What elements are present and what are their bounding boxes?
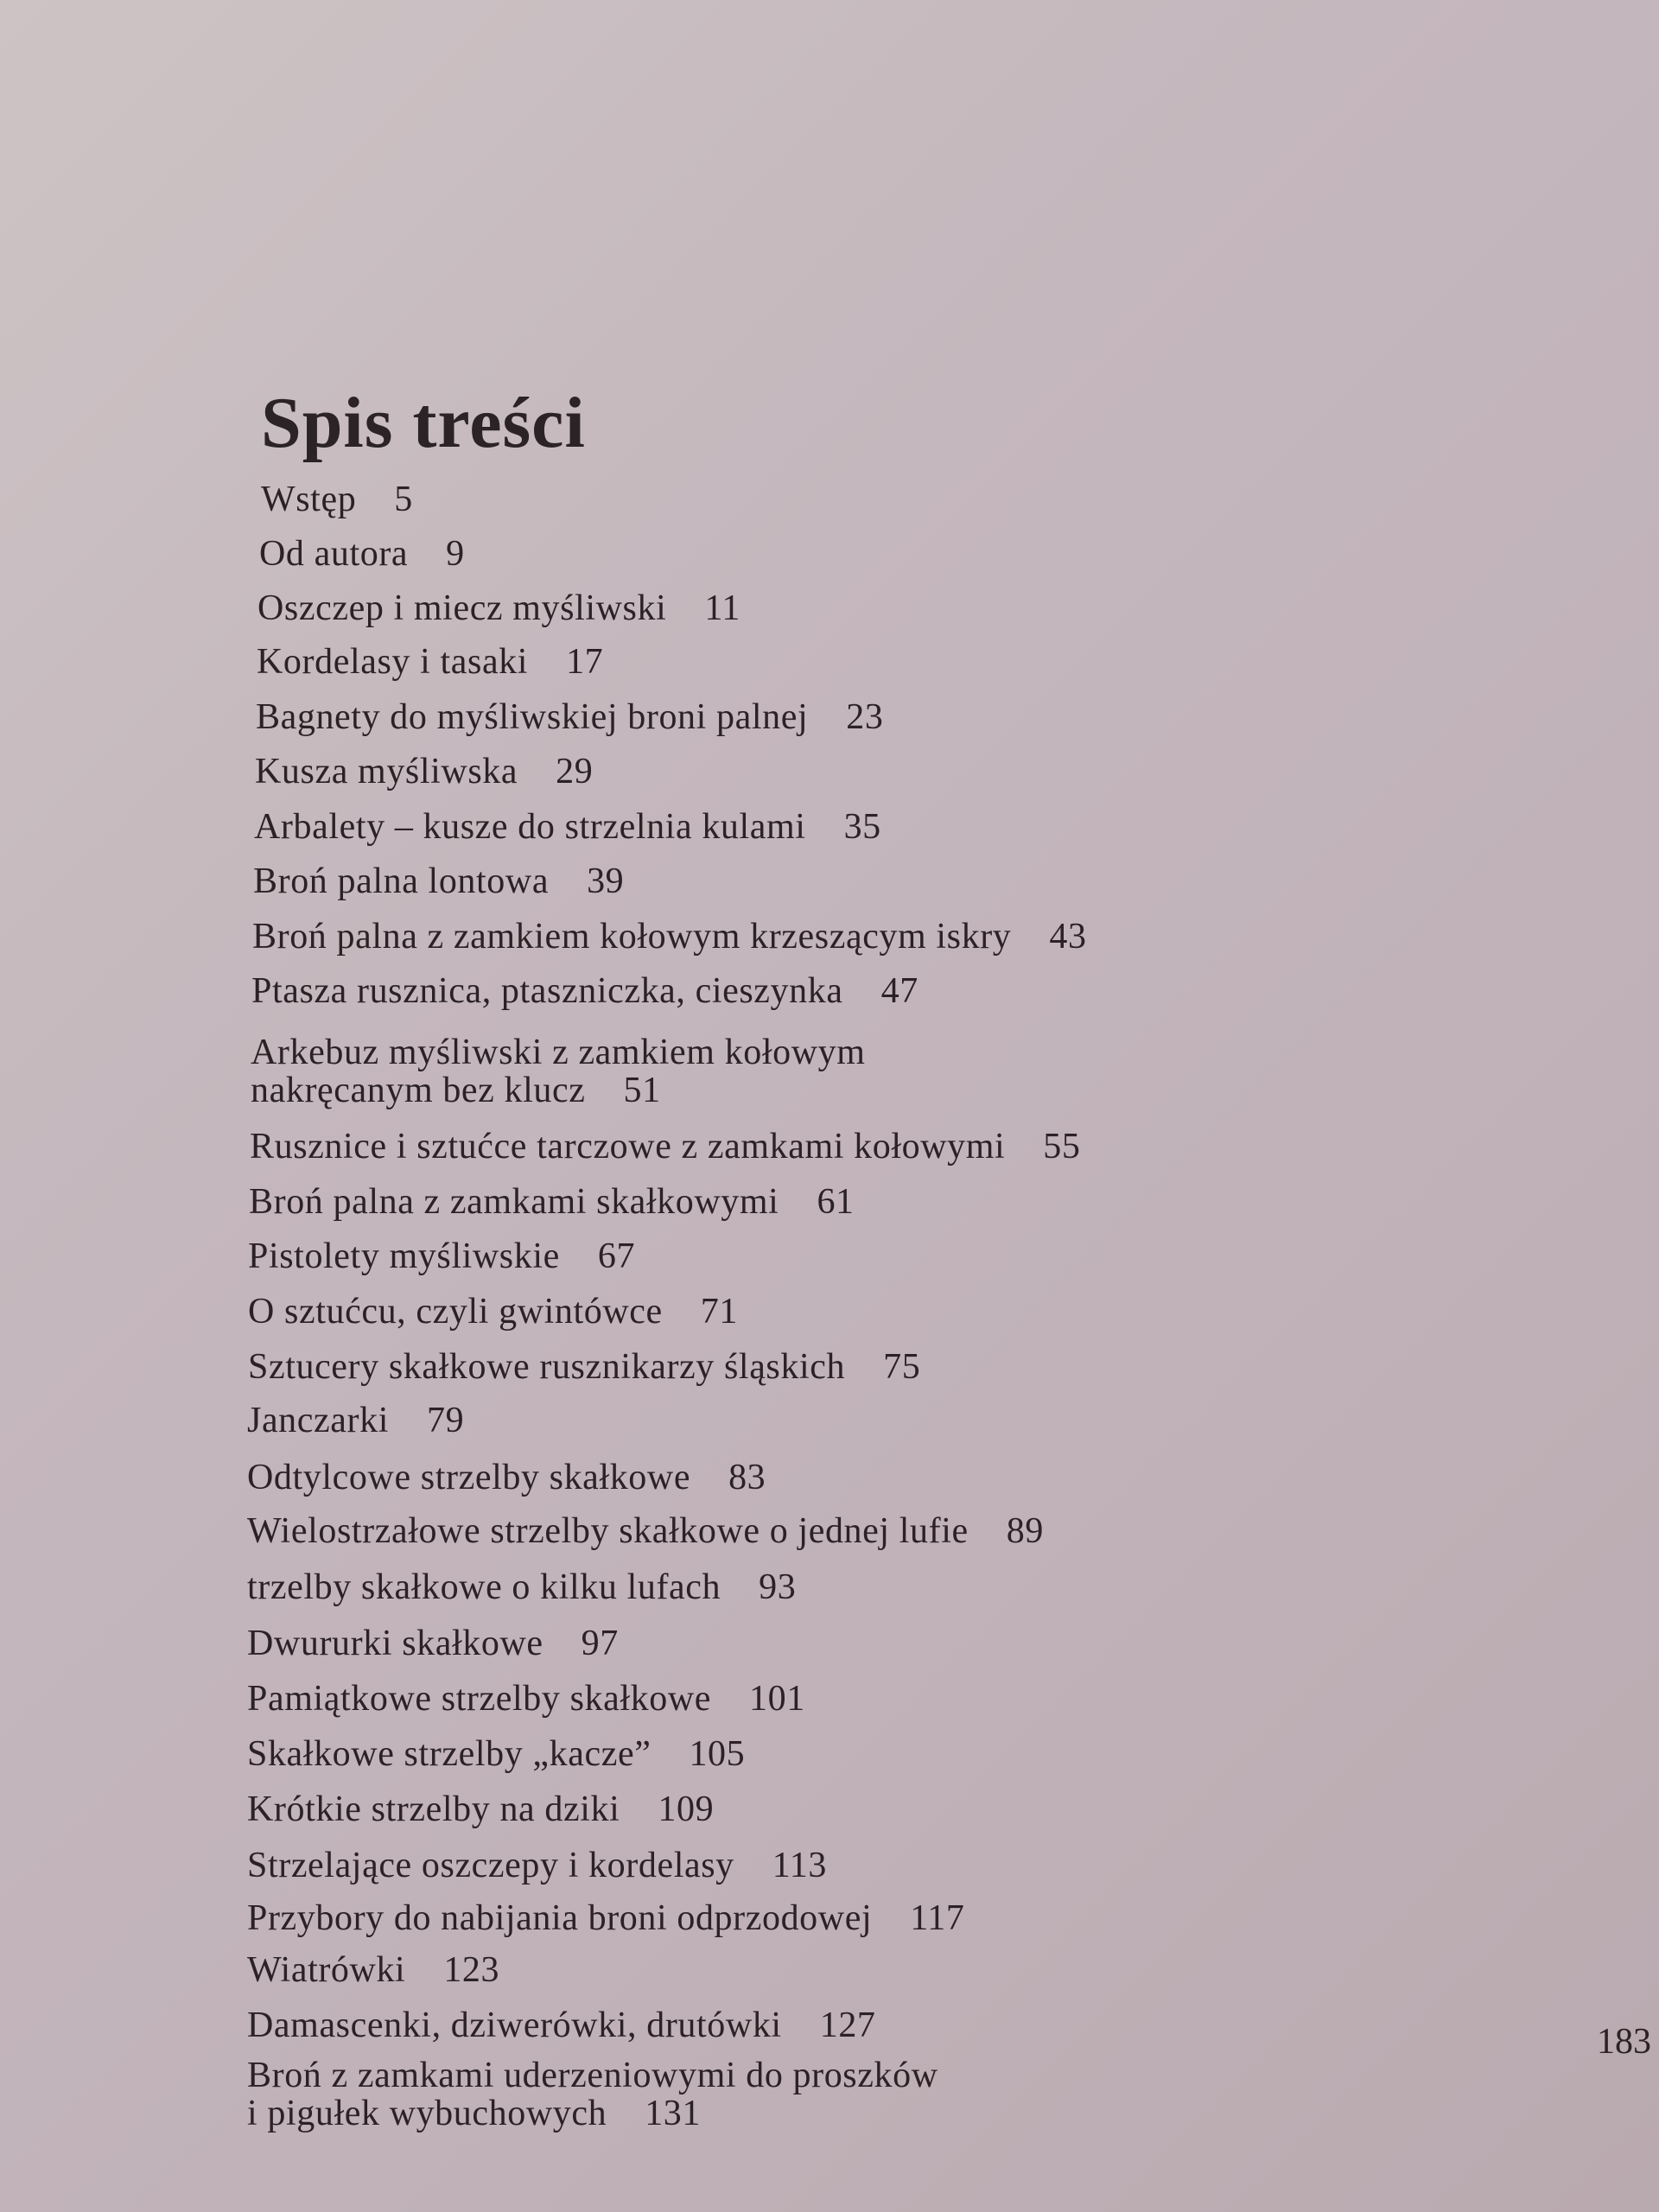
toc-entry	[247, 1951, 499, 1989]
toc-entry-title: Arbalety – kusze do strzelnia kulami	[254, 807, 806, 847]
toc-entry	[247, 2056, 938, 2133]
toc-entry	[254, 808, 881, 846]
toc-entry-page: 35	[843, 807, 881, 847]
toc-entry-title: Od autora	[259, 534, 409, 574]
toc-entry-title: O sztućcu, czyli gwintówce	[248, 1292, 663, 1332]
toc-entry-page: 93	[759, 1567, 797, 1607]
toc-entry	[248, 1348, 920, 1386]
toc-entry-page: 17	[566, 642, 604, 682]
toc-entry	[252, 918, 1087, 956]
toc-entry-title: Wstęp	[261, 480, 357, 519]
toc-entry-title-continued: i pigułek wybuchowych	[247, 2094, 607, 2133]
toc-entry-page: 97	[581, 1624, 619, 1663]
toc-entry-title: Pistolety myśliwskie	[248, 1236, 560, 1276]
toc-entry-title: Wielostrzałowe strzelby skałkowe o jednej lufie	[247, 1511, 969, 1551]
toc-entry-page: 61	[817, 1182, 855, 1222]
toc-entry	[248, 1237, 635, 1275]
toc-entry-page: 83	[728, 1458, 766, 1497]
toc-entry-title: Broń palna z zamkiem kołowym krzeszącym iskry	[252, 917, 1012, 957]
toc-entry	[247, 1899, 964, 1937]
toc-entry	[247, 1568, 796, 1606]
toc-entry	[247, 1459, 766, 1497]
toc-entry	[247, 2006, 876, 2044]
toc-entry-title: Kordelasy i tasaki	[257, 642, 529, 682]
toc-entry-page: 117	[910, 1898, 965, 1938]
toc-entry-page: 75	[883, 1347, 921, 1387]
toc-entry-title: Rusznice i sztućce tarczowe z zamkami kołowymi	[250, 1127, 1006, 1166]
toc-entry-page: 79	[426, 1401, 465, 1440]
toc-entry	[259, 535, 465, 573]
toc-entry	[250, 1128, 1080, 1166]
toc-entry-page: 29	[556, 752, 594, 791]
toc-entry-title: Broń z zamkami uderzeniowymi do proszków	[247, 2056, 938, 2095]
toc-entry-page: 105	[689, 1734, 746, 1774]
toc-entry-page: 23	[846, 697, 884, 737]
toc-entry	[257, 589, 741, 627]
toc-entry	[255, 753, 593, 791]
page-title: Spis treści	[261, 383, 586, 464]
toc-entry	[261, 480, 413, 518]
toc-entry	[256, 698, 883, 736]
toc-entry-title: Broń palna lontowa	[253, 861, 550, 901]
toc-entry-page: 131	[645, 2094, 702, 2133]
toc-entry-title: Arkebuz myśliwski z zamkiem kołowym	[251, 1033, 866, 1072]
toc-entry-page: 113	[772, 1846, 828, 1885]
toc-entry-title: trzelby skałkowe o kilku lufach	[247, 1567, 721, 1607]
toc-entry-page: 71	[700, 1292, 738, 1332]
toc-entry-title: Skałkowe strzelby „kacze”	[247, 1734, 652, 1774]
toc-entry-page: 67	[597, 1236, 636, 1276]
toc-entry	[247, 1680, 805, 1718]
toc-entry-page: 51	[623, 1071, 661, 1110]
toc-entry-page: 11	[704, 588, 741, 628]
toc-entry	[247, 1512, 1044, 1550]
toc-entry	[251, 1033, 866, 1109]
toc-entry-title: Broń palna z zamkami skałkowymi	[249, 1182, 779, 1222]
toc-entry	[247, 1402, 464, 1440]
toc-entry-title: Oszczep i miecz myśliwski	[257, 588, 667, 628]
page-number: 183	[1597, 2022, 1651, 2062]
toc-entry	[247, 1735, 745, 1773]
toc-entry-title: Strzelające oszczepy i kordelasy	[247, 1846, 734, 1885]
toc-entry-title: Sztucery skałkowe rusznikarzy śląskich	[248, 1347, 846, 1387]
toc-entry-page: 89	[1006, 1511, 1044, 1551]
toc-entry	[249, 1183, 855, 1221]
toc-entry	[247, 1847, 827, 1885]
toc-entry-title: Wiatrówki	[247, 1950, 406, 1990]
toc-entry	[257, 643, 603, 681]
toc-entry-page: 123	[443, 1950, 500, 1990]
toc-entry-title: Kusza myśliwska	[255, 752, 518, 791]
toc-entry-title: Dwururki skałkowe	[247, 1624, 543, 1663]
toc-entry	[253, 862, 624, 900]
toc-entry-title: Bagnety do myśliwskiej broni palnej	[256, 697, 809, 737]
toc-entry-page: 5	[394, 480, 413, 519]
toc-entry-title: Ptasza rusznica, ptaszniczka, cieszynka	[251, 971, 843, 1011]
toc-entry-title: Przybory do nabijania broni odprzodowej	[247, 1898, 873, 1938]
toc-entry-title: Pamiątkowe strzelby skałkowe	[247, 1679, 712, 1719]
toc-entry	[247, 1624, 619, 1662]
toc-entry	[251, 972, 918, 1010]
toc-entry-title: Damascenki, dziwerówki, drutówki	[247, 2005, 782, 2045]
toc-entry-page: 47	[880, 971, 918, 1011]
toc-entry-page: 109	[658, 1789, 715, 1829]
toc-entry-page: 101	[749, 1679, 805, 1719]
toc-entry-page: 127	[819, 2005, 876, 2045]
toc-entry-page: 43	[1049, 917, 1087, 957]
toc-entry-title: Krótkie strzelby na dziki	[247, 1789, 620, 1829]
toc-entry	[247, 1790, 714, 1828]
toc-entry-title: Janczarki	[247, 1401, 389, 1440]
toc-entry-title: Odtylcowe strzelby skałkowe	[247, 1458, 691, 1497]
toc-entry	[248, 1293, 738, 1331]
toc-entry-page: 55	[1043, 1127, 1081, 1166]
toc-entry-page: 39	[587, 861, 625, 901]
toc-entry-page: 9	[446, 534, 465, 574]
toc-entry-title-continued: nakręcanym bez klucz	[251, 1071, 586, 1110]
